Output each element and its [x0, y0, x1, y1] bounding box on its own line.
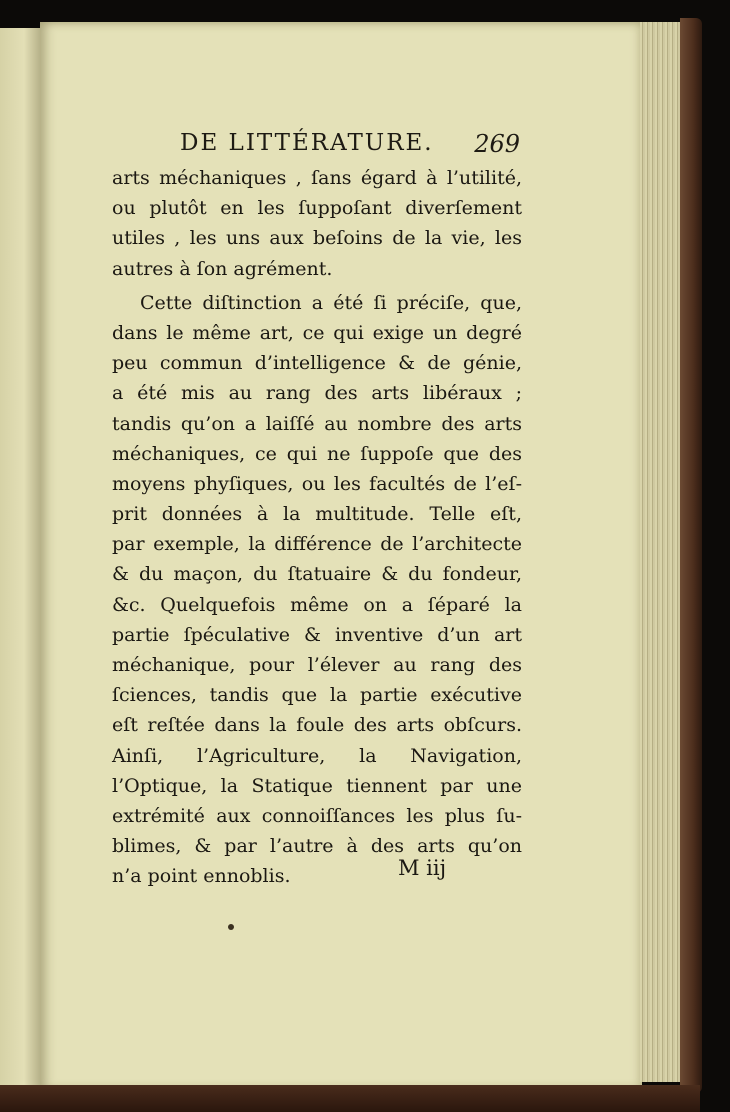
text-line: méchaniques, ce qui ne ſuppoſe que des: [112, 442, 522, 465]
text-line: arts méchaniques , ſans égard à l’utilité,: [112, 167, 522, 189]
text-line: &c. Quelquefois même on a ſéparé la: [112, 593, 522, 616]
running-header: [180, 130, 520, 166]
text-line: eſt reſtée dans la foule des arts obſcurs.: [112, 714, 522, 737]
text-line: autres à ſon agrément.: [112, 257, 333, 280]
text-line: tandis qu’on a laiſſé au nombre des arts: [112, 412, 522, 435]
text-line: ou plutôt en les ſuppoſant diverſement: [112, 197, 522, 220]
text-line: méchanique, pour l’élever au rang des: [112, 654, 522, 676]
book-bottom-edge: [0, 1085, 700, 1112]
text-line: dans le même art, ce qui exige un degré: [112, 321, 522, 344]
running-title: DE LITTÉRATURE.: [180, 130, 434, 156]
page-stack-edge: [640, 22, 680, 1082]
text-line: Cette diſtinction a été ſi préciſe, que,: [140, 291, 522, 314]
text-line: peu commun d’intelligence & de génie,: [112, 352, 522, 375]
text-line: par exemple, la différence de l’architecte: [112, 533, 522, 556]
text-line: partie ſpéculative & inventive d’un art: [112, 623, 522, 646]
text-line: moyens phyſiques, ou les facultés de l’eſ-: [112, 472, 522, 495]
previous-page-edge: [0, 28, 42, 1090]
signature-mark: M iij: [398, 856, 447, 880]
text-line: l’Optique, la Statique tiennent par une: [112, 774, 522, 797]
text-line: utiles , les uns aux beſoins de la vie, les: [112, 227, 522, 250]
text-line: & du maçon, du ſtatuaire & du fondeur,: [112, 563, 522, 586]
text-line: prit données à la multitude. Telle eſt,: [112, 503, 522, 526]
text-line: Ainſi, l’Agriculture, la Navigation,: [112, 744, 522, 767]
text-line: n’a point ennoblis.: [112, 865, 291, 888]
text-line: ſciences, tandis que la partie exécutive: [112, 684, 522, 707]
body-text: [112, 163, 522, 892]
ink-spot: [228, 924, 234, 930]
text-line: extrémité aux connoiſſances les plus ſu-: [112, 804, 522, 827]
text-line: blimes, & par l’autre à des arts qu’on: [112, 835, 522, 858]
text-line: a été mis au rang des arts libéraux ;: [112, 382, 522, 405]
book-cover-edge: [680, 18, 702, 1093]
page-number: 269: [474, 130, 520, 158]
